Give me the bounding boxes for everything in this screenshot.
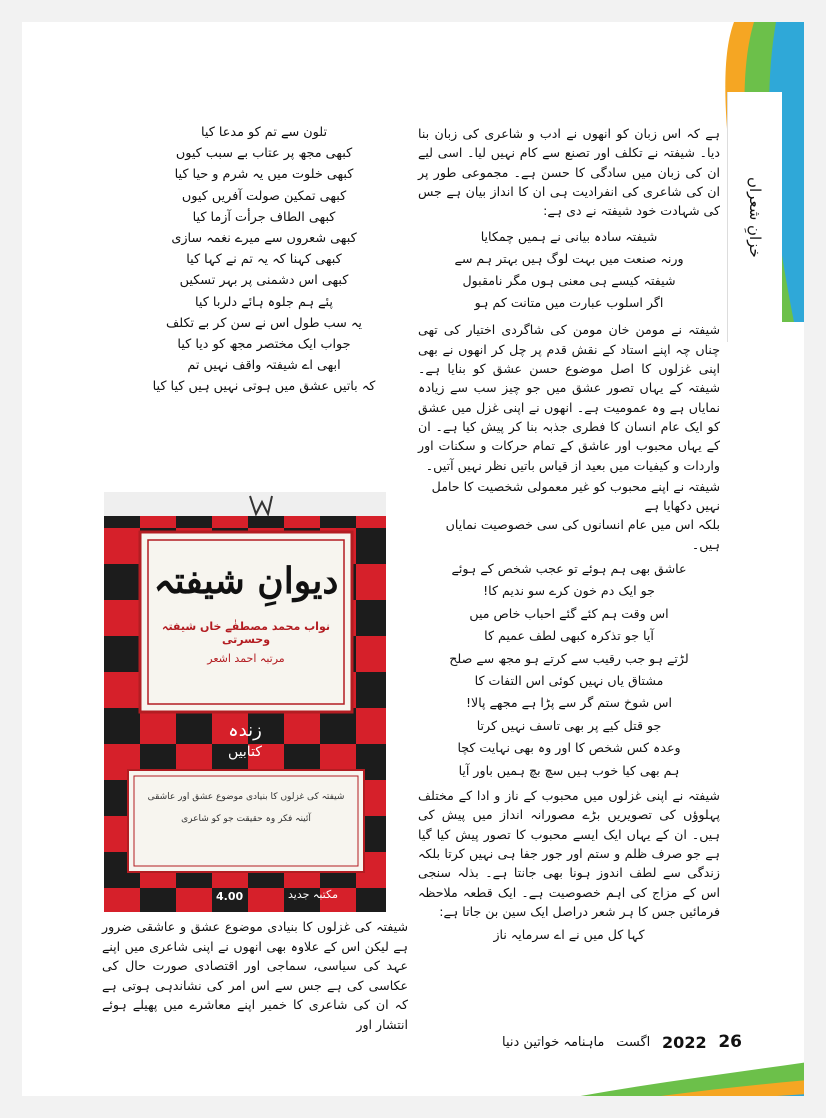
cover-note-1: شیفتہ کی غزلوں کا بنیادی موضوع عشق اور عاشقی — [147, 792, 345, 802]
paragraph-2: شیفتہ نے مومن خان مومن کی شاگردی اختیار کی تھی چناں چہ اپنے استاد کے نقش قدم پر چل کر انھوں نے بھی اپنی غزلوں کا اصل موضوع حسن عشق کو بنایا ہے۔ شیفتہ کے یہاں تصور عشق میں جو چیز سب سے زیادہ نمایاں ہے وہ عمومیت ہے۔ انھوں نے اپنی غزل میں عشق کو ایک عام انسان کا فطری جذبہ بنا کر پیش کیا ہے۔ ان کے یہاں محبوب اور عاشق کے تمام حرکات و سکنات اور واردات و کیفیات میں بعید از قیاس باتیں نظر نہیں آتیں۔ — [418, 322, 720, 473]
verse-line: یہ سب طول اس نے سن کر بے تکلف — [165, 315, 362, 331]
verse-line: پئے ہم جلوہ ہائے دلربا کیا — [195, 294, 333, 310]
cover-series-subtitle: کتابیں — [228, 744, 262, 760]
verse-line: کہ باتیں عشق میں ہوتی نہیں ہیں کیا کیا — [152, 379, 376, 395]
verse-line: ہم بھی کیا خوب ہیں سچ بچ ہمیں باور آیا — [458, 762, 680, 778]
book-cover-artwork — [104, 492, 386, 912]
verse-line-final: کہا کل میں نے اے سرمایہ ناز — [493, 927, 645, 943]
book-cover-image — [104, 492, 386, 912]
verse-line: جو قتل کیے پر بھی تاسف نہیں کرتا — [476, 717, 662, 733]
verse-line: کبھی مجھ پر عتاب بے سبب کیوں — [175, 146, 353, 162]
page-footer — [502, 1022, 742, 1062]
cover-price: 4.00 — [216, 890, 244, 903]
verse-line: مشتاق یاں نہیں کوئی اس التفات کا — [474, 673, 664, 689]
verse-line: تلون سے تم کو مدعا کیا — [200, 125, 328, 140]
verse-line: ورنہ صنعت میں بہت لوگ ہیں بہتر ہم سے — [454, 251, 684, 267]
page-number: 26 — [718, 1032, 742, 1052]
section-tab-label: خزانِ شعراں — [746, 176, 764, 258]
cover-editor: مرتبہ احمد اشعر — [207, 652, 285, 665]
verse-line: جواب ایک مختصر مجھ کو دیا کیا — [177, 337, 351, 353]
paragraph-caption: شیفتہ کی غزلوں کا بنیادی موضوع عشق و عاشقی ضرور ہے لیکن اس کے علاوہ بھی انھوں نے اپنی شاعری میں اپنے عہد کی سیاسی، سماجی اور اقتصادی صورت حال کی عکاسی کی ہے جس سے اس امر کی نشاندہی ہوتی ہے کہ ان کی شاعری کا خمیر اپنے معاشرے میں پھیلے ہوئے انتشار اور — [102, 919, 408, 1032]
cover-series-name: زندہ — [228, 720, 262, 741]
magazine-name: ماہنامہ خواتین دنیا — [502, 1034, 605, 1050]
paragraph-4: شیفتہ نے اپنی غزلوں میں محبوب کے ناز و ادا کے مختلف پہلوؤں کی تصویریں بڑے مصورانہ انداز میں پیش کی ہیں۔ ان کے یہاں ایک ایسے محبوب کا تصور پیش کیا گیا ہے جو صرف ظلم و ستم اور جور جفا ہی نہیں کرتا بلکہ زندگی سے لطف اندوز ہونا بھی جانتا ہے۔ بذلہ سنجی اس کے مزاج کی اہم خصوصیت ہے۔ ایک قطعہ ملاحظہ فرمائیں جس کا ہر شعر دراصل ایک سین بن جاتا ہے: — [418, 788, 720, 919]
verse-line: شیفتہ سادہ بیانی نے ہمیں چمکایا — [480, 229, 658, 245]
verse-line: شیفتہ کیسے ہی معنی ہوں مگر نامقبول — [462, 273, 676, 289]
cover-publisher: مکتبہ جدید — [288, 888, 338, 901]
section-tab — [727, 92, 782, 342]
verse-block-1 — [418, 226, 720, 314]
verse-line: کبھی الطاف جرأت آزما کیا — [192, 209, 336, 225]
verse-line: آیا جو تذکرہ کبھی لطف عمیم کا — [484, 628, 654, 644]
verse-line: اس وقت ہم کئے گئے احباب خاص میں — [469, 605, 669, 621]
left-verse-block — [140, 122, 388, 398]
verse-line: اس شوخ ستم گر سے پڑا ہے مجھے پالا! — [465, 695, 673, 711]
paragraph-3a: شیفتہ نے اپنے محبوب کو غیر معمولی شخصیت کا حامل نہیں دکھایا ہے — [431, 478, 720, 514]
paragraph-intro: ہے کہ اس زبان کو انھوں نے ادب و شاعری کی زبان بنا دیا۔ شیفتہ نے تکلف اور تصنع سے کام نہیں لیا۔ اسی لیے ان کی زبان میں سادگی کا حسن ہے۔ مجموعی طور پر ان کی شاعری کی انفرادیت ہی ان کا انداز بیان ہے جس کی شہادت خود شیفتہ نے دی ہے: — [418, 126, 720, 219]
verse-line: جو ایک دم خون کرے سو ندیم کا! — [483, 583, 655, 599]
verse-line: وعدہ کس شخص کا اور وہ بھی نہایت کچا — [457, 740, 681, 756]
verse-line: کبھی کہنا کہ یہ تم نے کہا کیا — [186, 252, 342, 268]
issue-year: 2022 — [662, 1032, 707, 1052]
cover-subtitle: نواب محمد مصطفٰے خاں شیفتہ وحسرتی — [162, 620, 330, 646]
cover-title: دیوانِ شیفتہ — [153, 560, 339, 602]
verse-line: کبھی اس دشمنی پر بہر تسکیں — [179, 273, 349, 289]
magazine-page — [22, 22, 804, 1096]
right-column — [418, 124, 720, 944]
verse-line: کبھی شعروں سے میرے نغمہ سازی — [171, 231, 357, 247]
cover-note-2: آئینہ فکر وہ حقیقت جو کو شاعری — [181, 814, 311, 824]
verse-line: عاشق بھی ہم ہوئے تو عجب شخص کے ہوئے — [451, 561, 687, 577]
verse-line: کبھی خلوت میں یہ شرم و حیا کیا — [174, 167, 354, 183]
verse-line: اگر اسلوب عبارت میں متانت کم ہو — [474, 295, 664, 311]
verse-line: کبھی تمکین صولت آفریں کیوں — [181, 188, 347, 204]
paragraph-3b: بلکہ اس میں عام انسانوں کی سی خصوصیت نمایاں ہیں۔ — [445, 517, 720, 552]
verse-block-2 — [418, 558, 720, 782]
verse-line: ابھی اے شیفتہ واقف نہیں تم — [187, 358, 341, 374]
verse-line: لڑتے ہو جب رقیب سے کرتے ہو مجھ سے صلح — [449, 650, 689, 666]
issue-month: اگست — [616, 1034, 651, 1050]
